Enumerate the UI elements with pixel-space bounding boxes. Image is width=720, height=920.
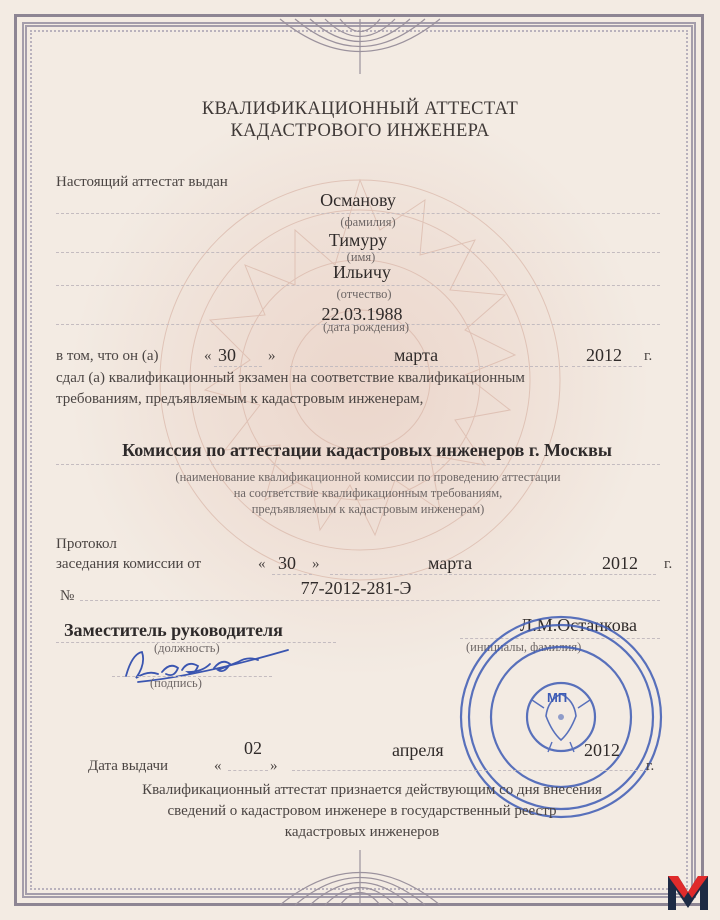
birth-date-value: 22.03.1988 [321, 304, 403, 324]
protocol-year-line [590, 574, 656, 575]
protocol-number-line [80, 600, 660, 601]
position-caption: (должность) [154, 641, 220, 655]
surname-value: Османову [320, 190, 396, 210]
surname-caption: (фамилия) [340, 215, 396, 229]
protocol-open-quote: « [258, 556, 266, 572]
exam-open-quote: « [204, 348, 212, 364]
issue-day-line [228, 770, 268, 771]
title-line-2: КАДАСТРОВОГО ИНЖЕНЕРА [230, 121, 490, 141]
issue-open-quote: « [214, 758, 222, 774]
protocol-month-line [330, 574, 586, 575]
signature-caption: (подпись) [150, 676, 202, 690]
exam-month: марта [394, 345, 439, 365]
signer-name: Л.М.Останкова [520, 615, 637, 635]
protocol-meeting-label: заседания комиссии от [56, 556, 202, 572]
protocol-close-quote: » [312, 556, 320, 572]
issue-day: 02 [244, 738, 262, 758]
protocol-year-suffix: г. [664, 556, 673, 572]
protocol-number-label: № [60, 588, 75, 604]
commission-name: Комиссия по аттестации кадастровых инженеров г. Москвы [122, 440, 612, 460]
position-title: Заместитель руководителя [64, 620, 283, 640]
patronymic-caption: (отчество) [336, 287, 392, 301]
issue-year-line [498, 770, 648, 771]
issue-date-label: Дата выдачи [88, 758, 169, 774]
issue-month-line [292, 770, 492, 771]
commission-caption-3: предъявляемым к кадастровым инженерам) [251, 502, 485, 516]
title-line-1: КВАЛИФИКАЦИОННЫЙ АТТЕСТАТ [201, 99, 519, 119]
exam-close-quote: » [268, 348, 276, 364]
protocol-number: 77-2012-281-Э [300, 578, 412, 598]
protocol-label: Протокол [56, 536, 117, 552]
handwritten-signature [118, 640, 298, 690]
exam-day-line [214, 366, 262, 367]
issue-year: 2012 [584, 740, 620, 760]
protocol-day: 30 [278, 553, 296, 573]
signer-caption: (инициалы, фамилия) [466, 640, 582, 654]
exam-year-suffix: г. [644, 348, 653, 364]
commission-caption-2: на соответствие квалификационным требованиям, [233, 486, 503, 500]
patronymic-line [56, 285, 660, 286]
exam-year: 2012 [586, 345, 622, 365]
protocol-day-line [272, 574, 312, 575]
exam-text-line-1: сдал (а) квалификационный экзамен на соответствие квалификационным [56, 370, 525, 386]
exam-year-line [572, 366, 642, 367]
surname-line [56, 213, 660, 214]
footer-line-3: кадастровых инженеров [284, 824, 440, 840]
footer-line-2: сведений о кадастровом инженере в государственный реестр [167, 803, 557, 819]
issue-year-suffix: г. [646, 758, 655, 774]
exam-text-line-2: требованиям, предъявляемым к кадастровым инженерам, [56, 391, 424, 407]
commission-line [56, 464, 660, 465]
commission-caption-1: (наименование квалификационной комиссии по проведению аттестации [175, 470, 561, 484]
stamp-label: МП [547, 690, 568, 705]
issued-label: Настоящий аттестат выдан [56, 174, 228, 190]
birth-date-caption: (дата рождения) [322, 320, 410, 334]
protocol-year: 2012 [602, 553, 638, 573]
bottom-ornament [270, 840, 450, 910]
footer-line-1: Квалификационный аттестат признается действующим со дня внесения [142, 782, 602, 798]
first-name-value: Тимуру [328, 230, 388, 250]
issue-close-quote: » [270, 758, 278, 774]
exam-prefix: в том, что он (а) [56, 348, 159, 364]
brand-logo [664, 870, 712, 914]
patronymic-value: Ильичу [333, 262, 391, 282]
protocol-month: марта [428, 553, 473, 573]
exam-month-line [290, 366, 568, 367]
exam-day: 30 [218, 345, 236, 365]
top-ornament [270, 14, 450, 84]
first-name-caption: (имя) [346, 250, 376, 264]
issue-month: апреля [392, 740, 444, 760]
